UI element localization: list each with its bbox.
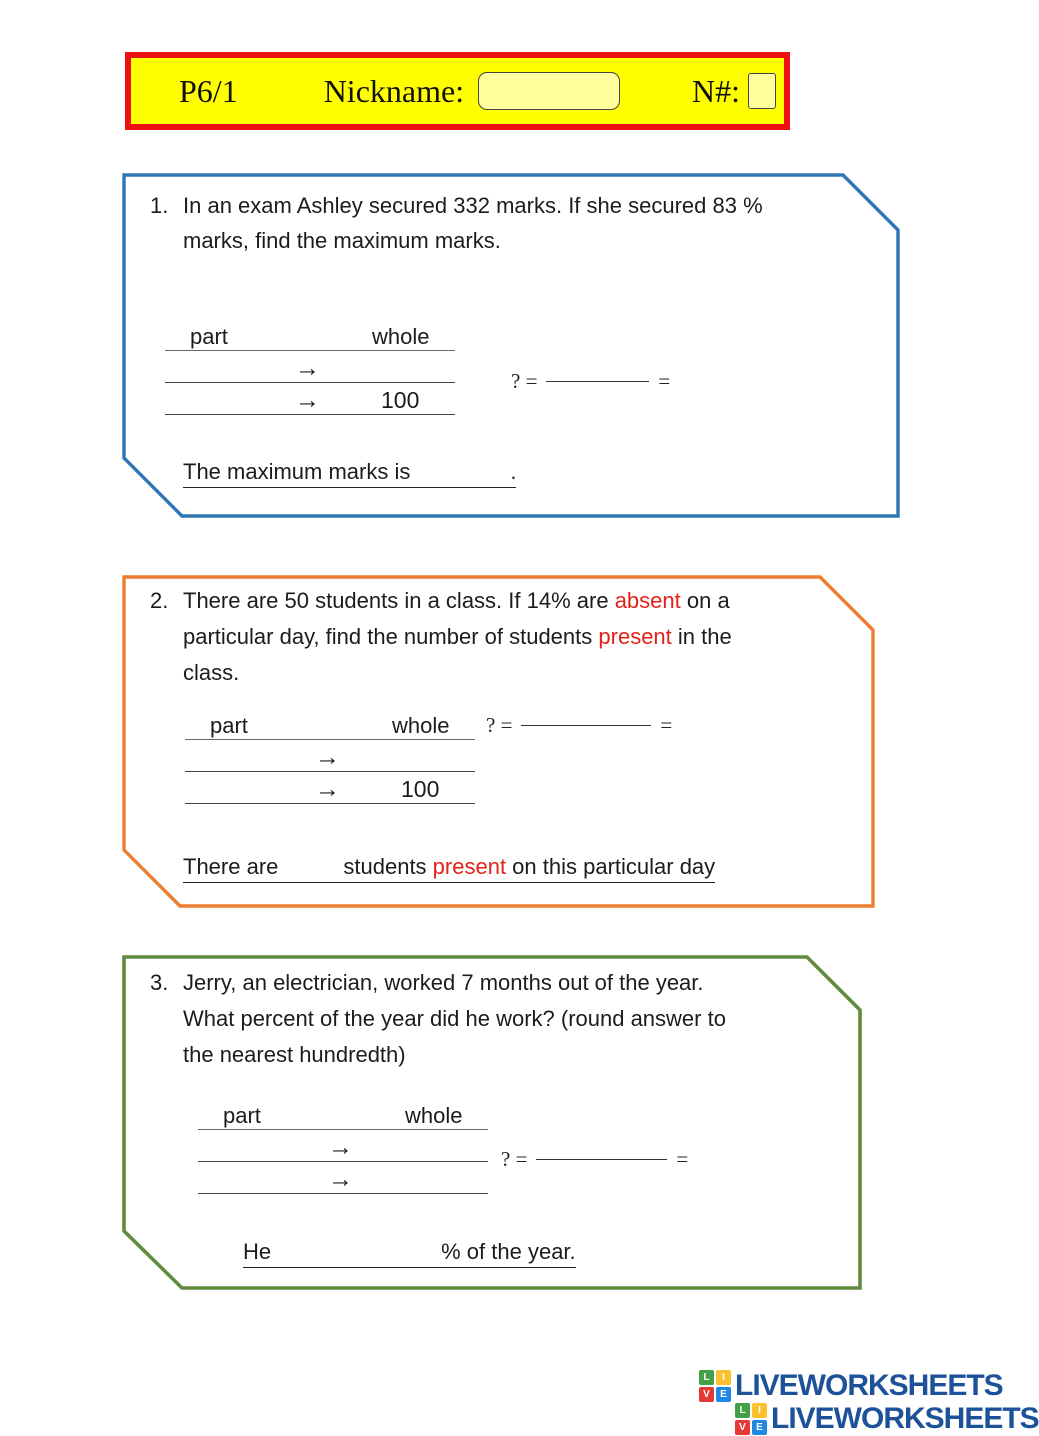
question-mark: ? = (486, 713, 513, 737)
answer-text: % of the year. (441, 1239, 576, 1264)
blank-cell[interactable] (185, 793, 290, 803)
question-text-line: marks, find the maximum marks. (183, 228, 501, 253)
question-number: 3. (150, 970, 169, 995)
fraction-equation (511, 369, 670, 394)
logo-square-i: I (752, 1403, 767, 1418)
blank-cell[interactable] (198, 1183, 303, 1193)
answer-text: He (243, 1239, 272, 1264)
blank-cell[interactable] (345, 372, 455, 382)
question-3-box (122, 955, 862, 1290)
question-text-line: What percent of the year did he work? (round answer to (183, 1006, 726, 1031)
part-label: part (190, 324, 228, 349)
arrow-icon: → (315, 775, 340, 803)
question-2-text (150, 583, 850, 691)
fraction-bar[interactable] (546, 381, 649, 382)
logo-square-e: E (716, 1387, 731, 1402)
logo-grid-icon (699, 1370, 731, 1402)
fraction-equation (501, 1147, 688, 1172)
question-mark: ? = (511, 369, 538, 393)
answer-text: The maximum marks is (183, 459, 411, 484)
fraction-equation (486, 713, 672, 738)
student-number-label: N#: (692, 72, 740, 109)
worksheet-header (125, 52, 790, 130)
logo-square-l: L (699, 1370, 714, 1385)
blank-cell[interactable] (185, 761, 290, 771)
answer-text: There are (183, 854, 279, 879)
question-text-line: Jerry, an electrician, worked 7 months out of the year. (183, 970, 704, 995)
question-text-line: In an exam Ashley secured 332 marks. If she secured 83 % (183, 193, 763, 218)
highlight-word: absent (614, 588, 681, 613)
arrow-icon: → (328, 1133, 353, 1161)
logo-square-i: I (716, 1370, 731, 1385)
blank-cell[interactable] (365, 761, 475, 771)
answer-text: . (510, 459, 517, 484)
hundred-value: 100 (381, 387, 420, 413)
logo-square-e: E (752, 1420, 767, 1435)
blank-cell[interactable] (378, 1151, 488, 1161)
logo-text: LIVEWORKSHEETS (771, 1402, 1039, 1435)
nickname-label: Nickname: (323, 72, 465, 109)
whole-label: whole (392, 713, 450, 738)
question-number: 1. (150, 193, 169, 218)
part-whole-table (185, 705, 475, 804)
question-1-box (122, 173, 900, 518)
part-label: part (210, 713, 248, 738)
question-1-text (150, 188, 850, 258)
nickname-input[interactable] (478, 72, 620, 110)
fraction-bar[interactable] (521, 725, 651, 726)
question-text-line: There are 50 students in a class. If 14% are (183, 588, 615, 613)
logo-grid-icon (735, 1403, 767, 1435)
part-whole-table (198, 1095, 488, 1194)
answer-text: students (343, 854, 433, 879)
equals-sign: = (660, 713, 673, 737)
student-number-input[interactable] (748, 73, 776, 109)
logo-square-v: V (735, 1420, 750, 1435)
arrow-icon: → (295, 354, 320, 382)
question-text-line: in the (671, 624, 732, 649)
question-mark: ? = (501, 1147, 528, 1171)
logo-square-v: V (699, 1387, 714, 1402)
logo-square-l: L (735, 1403, 750, 1418)
equals-sign: = (658, 369, 671, 393)
whole-label: whole (405, 1103, 463, 1128)
whole-label: whole (372, 324, 430, 349)
hundred-value: 100 (401, 776, 440, 802)
question-2-box (122, 575, 875, 908)
answer-sentence (183, 854, 715, 880)
question-text-line: on a (680, 588, 730, 613)
fraction-bar[interactable] (536, 1159, 667, 1160)
part-label: part (223, 1103, 261, 1128)
question-number: 2. (150, 588, 169, 613)
partial-liveworksheets-logo (735, 1402, 1039, 1436)
arrow-icon: → (295, 386, 320, 414)
question-text-line: class. (183, 660, 240, 685)
answer-sentence (243, 1239, 576, 1265)
highlight-word: present (598, 624, 672, 649)
blank-cell[interactable] (165, 372, 270, 382)
liveworksheets-logo (699, 1369, 1003, 1403)
equals-sign: = (676, 1147, 689, 1171)
answer-sentence (183, 459, 516, 485)
logo-text: LIVEWORKSHEETS (735, 1369, 1003, 1402)
part-whole-table (165, 316, 455, 415)
question-text-line: the nearest hundredth) (183, 1042, 406, 1067)
answer-text: on this particular day (506, 854, 716, 879)
question-text-line: particular day, find the number of students (183, 624, 599, 649)
question-3-text (150, 965, 850, 1073)
arrow-icon: → (328, 1165, 353, 1193)
blank-cell[interactable] (165, 404, 270, 414)
blank-cell[interactable] (198, 1151, 303, 1161)
class-code: P6/1 (179, 72, 238, 109)
highlight-word: present (432, 854, 507, 879)
arrow-icon: → (315, 743, 340, 771)
